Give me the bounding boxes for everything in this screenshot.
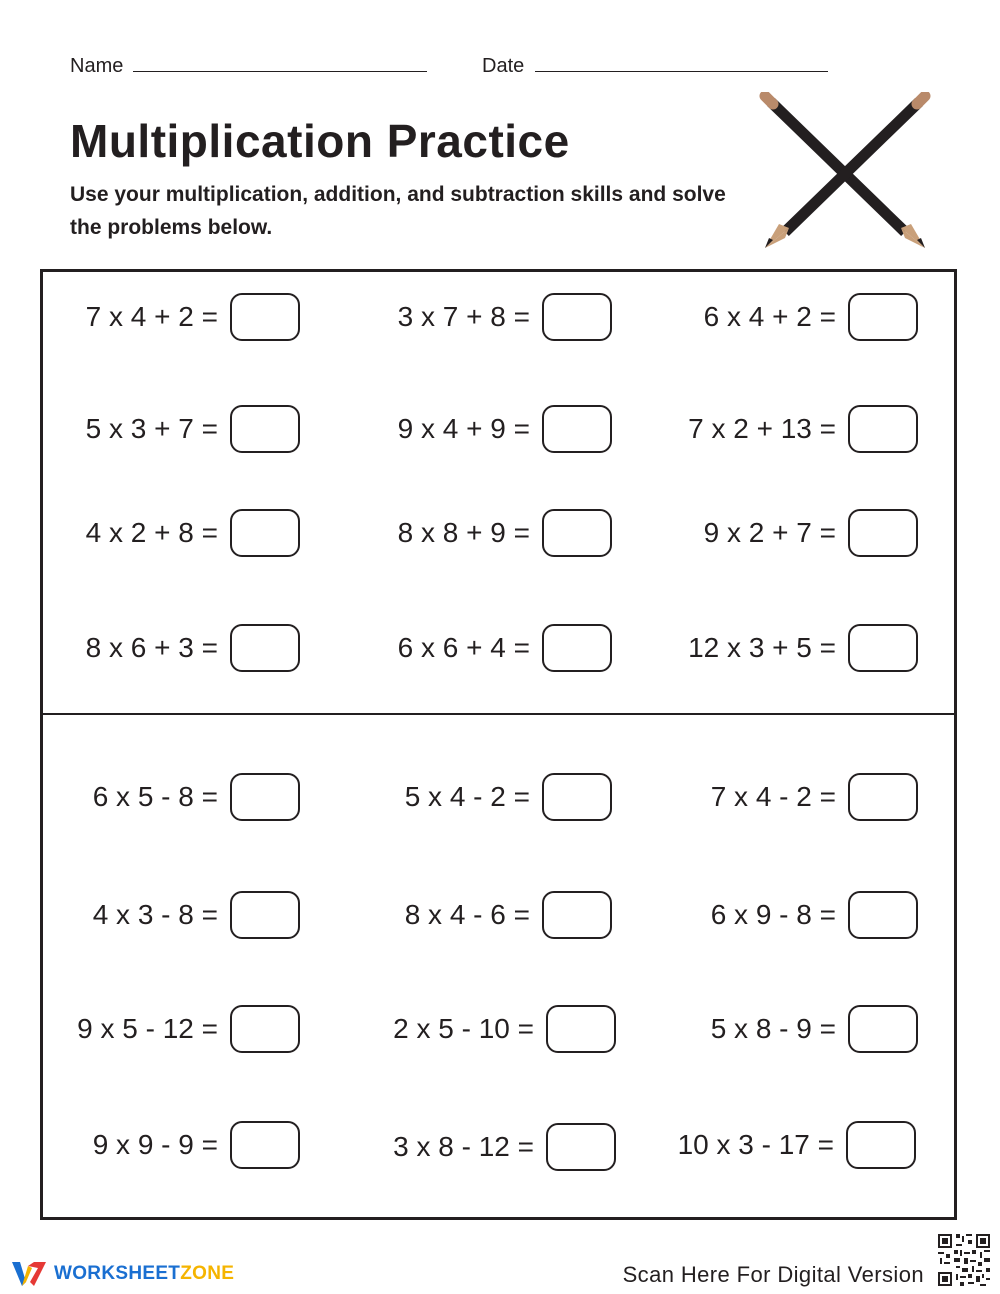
problem-expression: 9 x 9 - 9 = [92, 1129, 218, 1160]
date-label: Date [482, 55, 525, 77]
answer-box[interactable] [230, 405, 300, 453]
answer-box[interactable] [848, 405, 918, 453]
problem [656, 889, 918, 941]
answer-box[interactable] [230, 891, 300, 939]
scan-instruction: Scan Here For Digital Version [622, 1262, 924, 1287]
problem-expression: 6 x 6 + 4 = [397, 632, 530, 663]
answer-box[interactable] [546, 1005, 616, 1053]
answer-box[interactable] [542, 891, 612, 939]
instructions: Use your multiplication, addition, and subtraction skills and solve the problems below. [70, 183, 726, 239]
problem-expression: 3 x 7 + 8 = [397, 301, 530, 332]
problem-expression: 7 x 4 - 2 = [710, 781, 836, 812]
name-label: Name [70, 55, 124, 77]
answer-box[interactable] [848, 509, 918, 557]
page-title: Multiplication Practice [70, 115, 570, 167]
problem [656, 771, 918, 823]
brand-logo[interactable] [12, 1260, 234, 1288]
answer-box[interactable] [542, 773, 612, 821]
brand-name-part1: WORKSHEET [54, 1263, 181, 1284]
problem-expression: 8 x 6 + 3 = [85, 632, 218, 663]
answer-box[interactable] [230, 509, 300, 557]
problem-expression: 9 x 4 + 9 = [397, 413, 530, 444]
problem-expression: 9 x 2 + 7 = [703, 517, 836, 548]
problem [58, 1003, 300, 1055]
answer-box[interactable] [542, 624, 612, 672]
problem-expression: 3 x 8 - 12 = [393, 1131, 534, 1162]
problem-expression: 7 x 2 + 13 = [688, 413, 836, 444]
problem [360, 889, 612, 941]
problem [656, 403, 918, 455]
problem [364, 1003, 616, 1055]
answer-box[interactable] [542, 405, 612, 453]
problem [58, 1119, 300, 1171]
problem-expression: 6 x 9 - 8 = [710, 899, 836, 930]
problem-expression: 7 x 4 + 2 = [85, 301, 218, 332]
qr-code-icon[interactable] [936, 1232, 992, 1288]
brand-name [54, 1263, 234, 1285]
problem [654, 1119, 916, 1171]
problem-expression: 12 x 3 + 5 = [688, 632, 836, 663]
problem-expression: 5 x 8 - 9 = [710, 1013, 836, 1044]
problem-expression: 4 x 2 + 8 = [85, 517, 218, 548]
answer-box[interactable] [848, 293, 918, 341]
answer-box[interactable] [848, 773, 918, 821]
section-divider [43, 713, 954, 715]
problem-expression: 4 x 3 - 8 = [92, 899, 218, 930]
problem [58, 771, 300, 823]
answer-box[interactable] [230, 1005, 300, 1053]
problem [360, 622, 612, 674]
problem [58, 622, 300, 674]
problem-expression: 6 x 4 + 2 = [703, 301, 836, 332]
answer-box[interactable] [848, 1005, 918, 1053]
problem [360, 403, 612, 455]
answer-box[interactable] [848, 891, 918, 939]
problem-expression: 6 x 5 - 8 = [92, 781, 218, 812]
answer-box[interactable] [546, 1123, 616, 1171]
problem [656, 622, 918, 674]
problem-expression: 9 x 5 - 12 = [77, 1013, 218, 1044]
problem-expression: 5 x 3 + 7 = [85, 413, 218, 444]
crossed-pencils-icon [755, 92, 935, 252]
answer-box[interactable] [846, 1121, 916, 1169]
date-field[interactable] [535, 71, 828, 72]
name-field[interactable] [133, 71, 427, 72]
answer-box[interactable] [230, 1121, 300, 1169]
problem [360, 291, 612, 343]
answer-box[interactable] [848, 624, 918, 672]
answer-box[interactable] [542, 509, 612, 557]
problem [58, 403, 300, 455]
problem [364, 1121, 616, 1173]
problem-expression: 8 x 8 + 9 = [397, 517, 530, 548]
problem [360, 507, 612, 559]
problem-expression: 5 x 4 - 2 = [404, 781, 530, 812]
problem [360, 771, 612, 823]
problem [656, 1003, 918, 1055]
brand-name-part2: ZONE [180, 1263, 235, 1284]
problem [58, 291, 300, 343]
worksheetzone-logo-icon [12, 1260, 48, 1288]
problem [656, 507, 918, 559]
problem-expression: 10 x 3 - 17 = [677, 1129, 834, 1160]
problem [58, 889, 300, 941]
problem-expression: 8 x 4 - 6 = [404, 899, 530, 930]
problem [58, 507, 300, 559]
problem-expression: 2 x 5 - 10 = [393, 1013, 534, 1044]
answer-box[interactable] [230, 293, 300, 341]
answer-box[interactable] [230, 773, 300, 821]
problem [656, 291, 918, 343]
answer-box[interactable] [542, 293, 612, 341]
answer-box[interactable] [230, 624, 300, 672]
